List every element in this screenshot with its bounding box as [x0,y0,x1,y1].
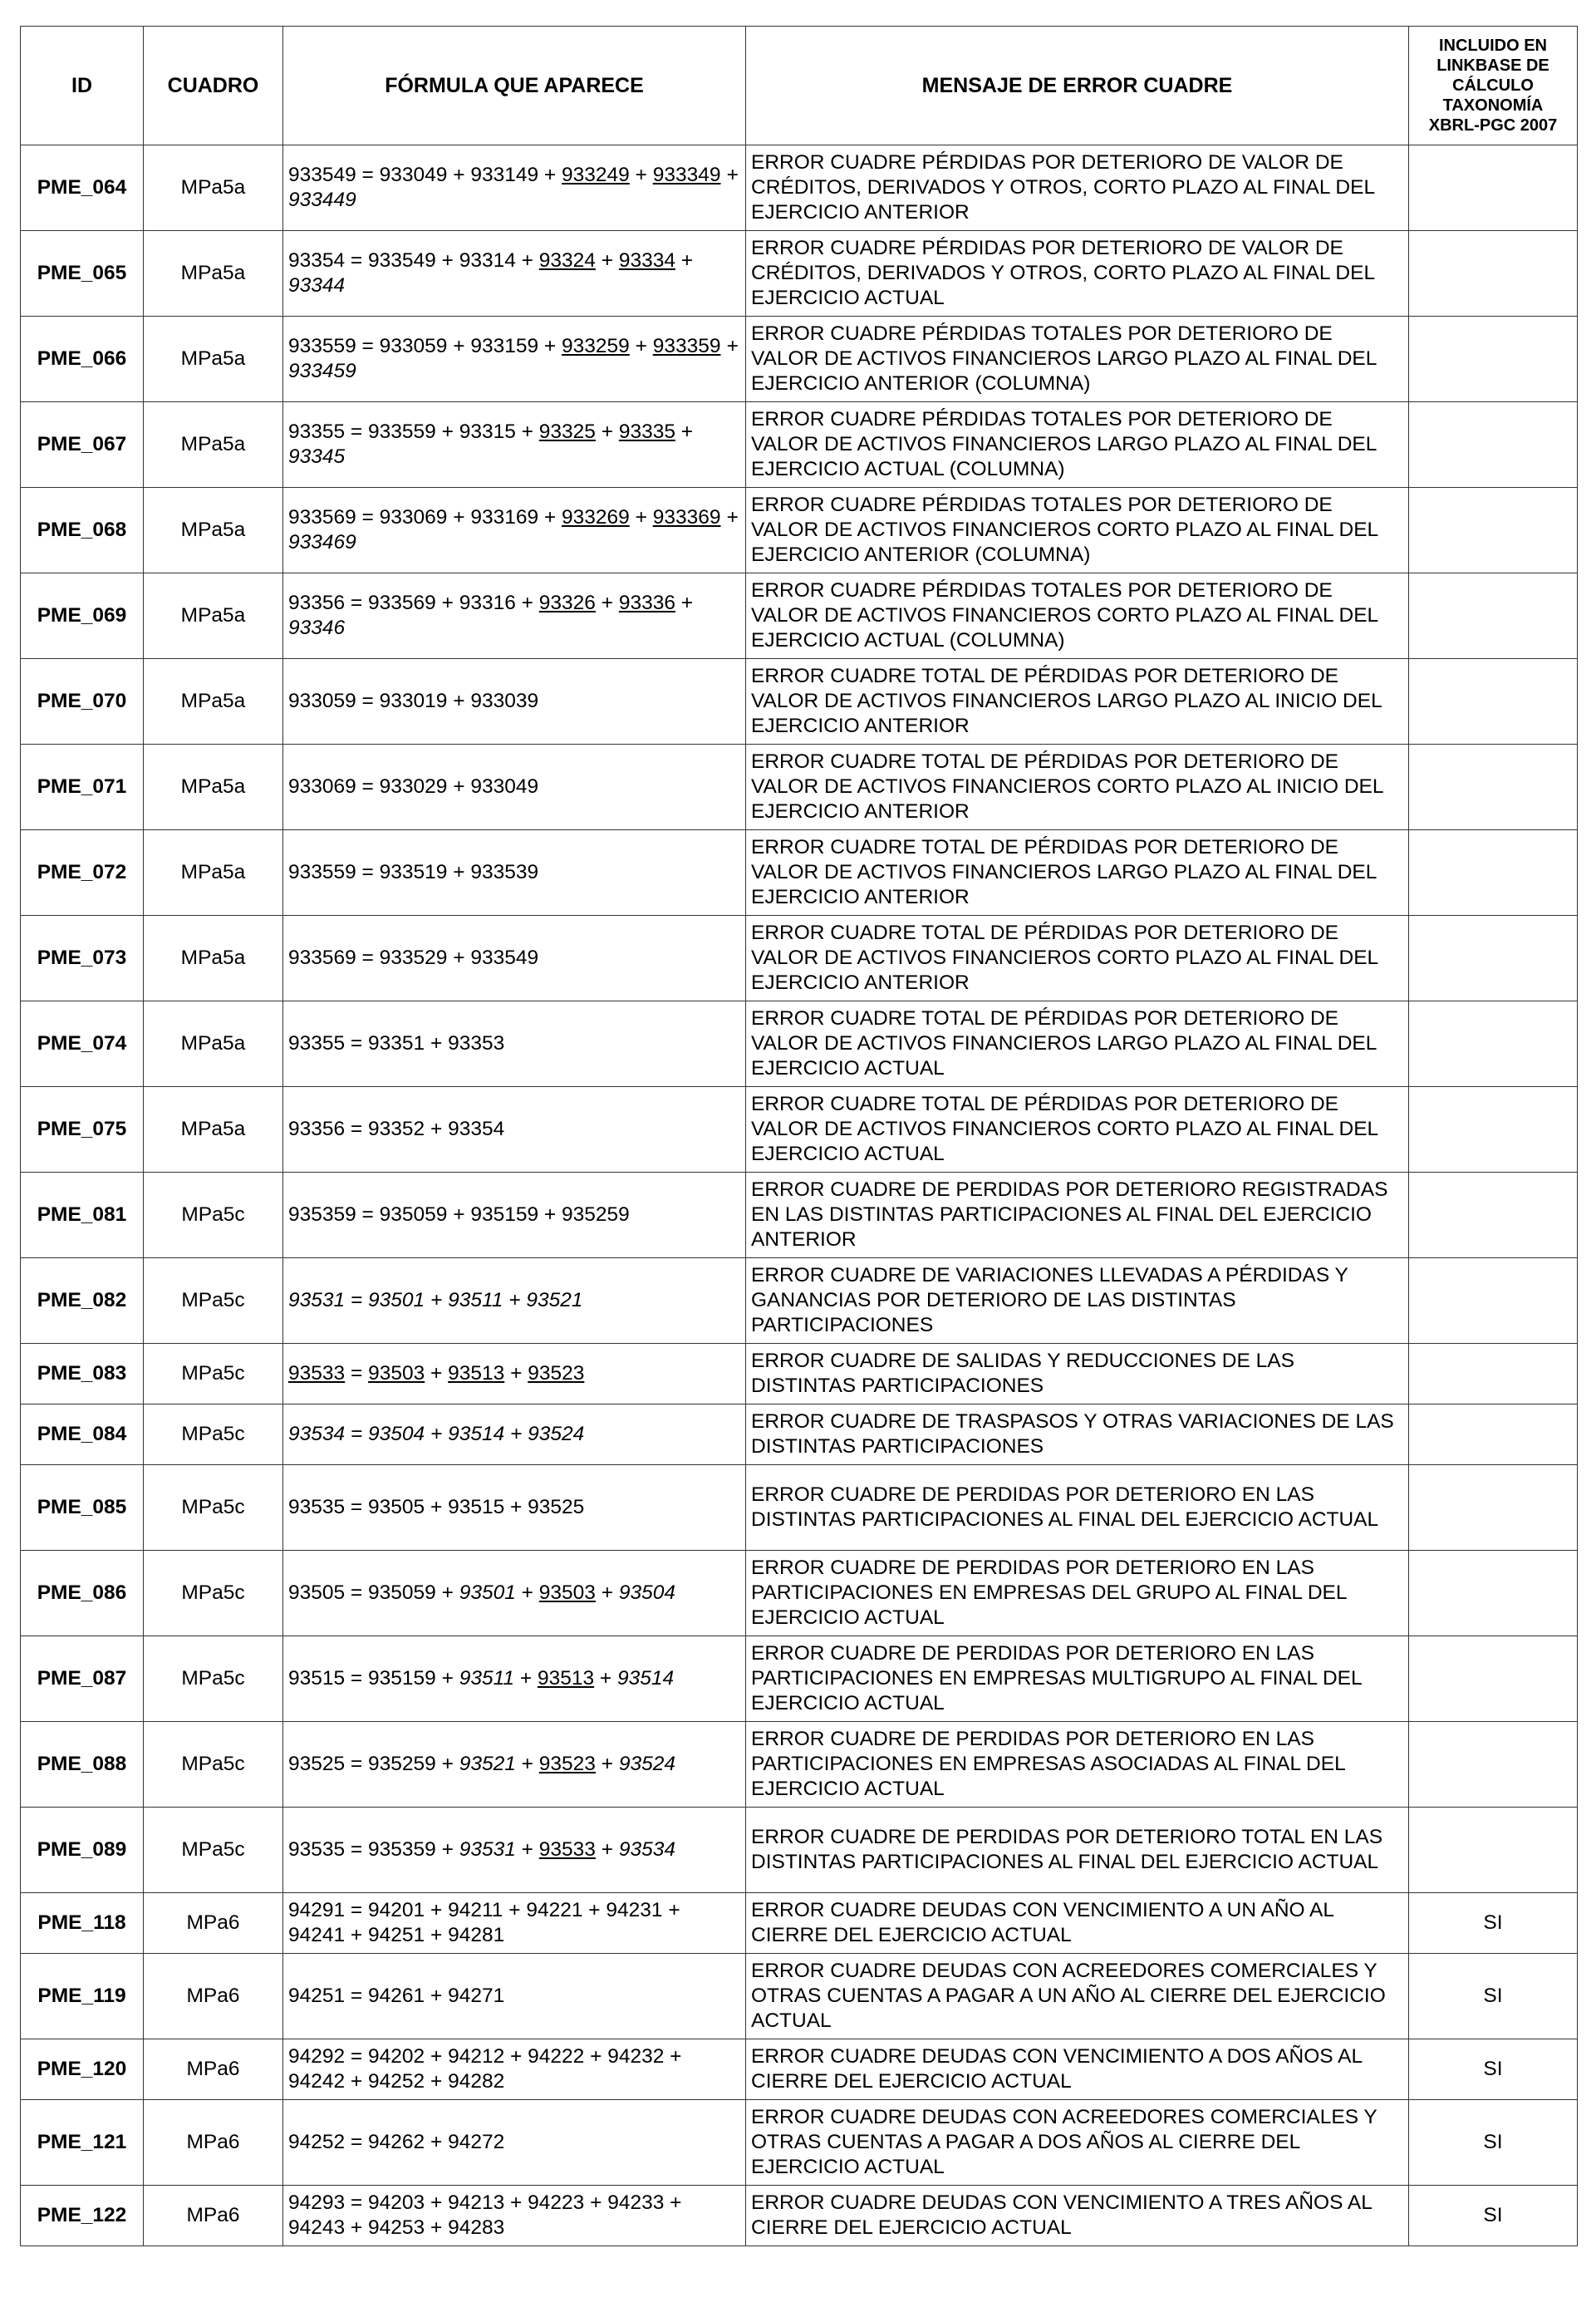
row-id: PME_068 [21,488,144,573]
row-cuadro: MPa5c [144,1722,283,1808]
row-cuadro: MPa6 [144,1893,283,1954]
row-incluido [1409,231,1578,317]
row-id: PME_081 [21,1173,144,1258]
row-cuadro: MPa5c [144,1808,283,1893]
row-mensaje: ERROR CUADRE TOTAL DE PÉRDIDAS POR DETERIORO DE VALOR DE ACTIVOS FINANCIEROS LARGO PLAZO AL FINAL DEL EJERCICIO ACTUAL [746,1001,1409,1087]
row-cuadro: MPa5c [144,1465,283,1551]
formula-segment: 933349 [652,164,721,186]
formula-segment: 933559 = 933059 + 933159 + [288,335,562,357]
table-row [21,402,1578,488]
formula-segment: 933549 = 933049 + 933149 + [288,164,562,186]
table-row [21,1001,1578,1087]
formula-segment: + [425,1362,449,1385]
row-mensaje: ERROR CUADRE DEUDAS CON VENCIMIENTO A TRES AÑOS AL CIERRE DEL EJERCICIO ACTUAL [746,2186,1409,2246]
header-cuadro: CUADRO [144,27,283,145]
table-row [21,488,1578,573]
row-id: PME_084 [21,1404,144,1465]
row-id: PME_065 [21,231,144,317]
row-formula [283,1344,746,1404]
formula-segment: 93355 = 933559 + 93315 + [288,421,539,443]
row-id: PME_073 [21,916,144,1001]
table-header [21,27,1578,145]
row-incluido [1409,1344,1578,1404]
row-formula [283,231,746,317]
row-mensaje: ERROR CUADRE DE PERDIDAS POR DETERIORO EN LAS PARTICIPACIONES EN EMPRESAS ASOCIADAS AL FINAL DEL EJERCICIO ACTUAL [746,1722,1409,1808]
table-row [21,1551,1578,1636]
formula-segment: + 933449 [288,164,739,211]
row-formula [283,1722,746,1808]
formula-segment: 93534 [618,1838,675,1861]
table-row [21,1344,1578,1404]
row-formula [283,1001,746,1087]
row-incluido [1409,1173,1578,1258]
row-formula [283,1636,746,1722]
formula-segment: 93531 = 93501 + 93511 + 93521 [288,1289,583,1311]
row-incluido [1409,745,1578,830]
table-row [21,659,1578,745]
row-cuadro: MPa5c [144,1636,283,1722]
row-cuadro: MPa5a [144,488,283,573]
row-id: PME_085 [21,1465,144,1551]
formula-segment: 933259 [562,335,630,357]
row-id: PME_122 [21,2186,144,2246]
validation-rules-table [20,26,1578,2246]
row-formula [283,145,746,231]
row-cuadro: MPa6 [144,1954,283,2039]
formula-segment: 93534 = 93504 + 93514 + 93524 [288,1423,585,1445]
table-row [21,2186,1578,2246]
formula-segment: 93523 [538,1753,596,1775]
formula-segment: + [595,421,619,443]
row-incluido [1409,402,1578,488]
formula-segment: 93511 [459,1667,515,1690]
row-id: PME_066 [21,317,144,402]
row-id: PME_074 [21,1001,144,1087]
row-id: PME_119 [21,1954,144,2039]
formula-segment: 93521 [459,1753,516,1775]
formula-segment: 93535 = 935359 + [288,1838,459,1861]
row-cuadro: MPa5a [144,231,283,317]
formula-segment: 933069 = 933029 + 933049 [288,775,539,798]
formula-segment: + [595,1581,619,1604]
row-incluido [1409,317,1578,402]
row-incluido [1409,1258,1578,1344]
formula-segment: + [515,1581,539,1604]
row-formula [283,2039,746,2100]
formula-segment: + [594,1667,618,1690]
table-row [21,573,1578,659]
row-id: PME_121 [21,2100,144,2186]
formula-segment: 93501 [459,1581,516,1604]
table-row [21,1808,1578,1893]
row-id: PME_083 [21,1344,144,1404]
formula-segment: = [345,1362,369,1385]
row-mensaje: ERROR CUADRE DE PERDIDAS POR DETERIORO EN LAS PARTICIPACIONES EN EMPRESAS DEL GRUPO AL FINAL DEL EJERCICIO ACTUAL [746,1551,1409,1636]
formula-segment: 933359 [652,335,721,357]
table-row [21,2100,1578,2186]
table-row [21,1893,1578,1954]
row-cuadro: MPa5c [144,1173,283,1258]
formula-segment: 933249 [562,164,630,186]
formula-segment: 93324 [538,249,596,272]
row-id: PME_064 [21,145,144,231]
table-row [21,1258,1578,1344]
table-row [21,1404,1578,1465]
row-cuadro: MPa5a [144,1001,283,1087]
row-formula [283,1808,746,1893]
formula-segment: + [595,1753,619,1775]
row-cuadro: MPa5a [144,402,283,488]
row-incluido: SI [1409,1954,1578,2039]
row-incluido: SI [1409,2039,1578,2100]
header-incluido-label: INCLUIDO EN LINKBASE DE CÁLCULO TAXONOMÍA XBRL-PGC 2007 [1428,37,1558,135]
row-cuadro: MPa5a [144,145,283,231]
formula-segment: 93354 = 933549 + 93314 + [288,249,539,272]
formula-segment: 93335 [618,421,675,443]
formula-segment: 94251 = 94261 + 94271 [288,1985,505,2007]
row-formula [283,659,746,745]
row-mensaje: ERROR CUADRE DEUDAS CON VENCIMIENTO A DOS AÑOS AL CIERRE DEL EJERCICIO ACTUAL [746,2039,1409,2100]
row-id: PME_118 [21,1893,144,1954]
row-cuadro: MPa5c [144,1551,283,1636]
formula-segment: 93503 [368,1362,425,1385]
formula-segment: + 933469 [288,506,739,553]
formula-segment: 93355 = 93351 + 93353 [288,1032,505,1055]
formula-segment: + [595,592,619,614]
formula-segment: 93356 = 933569 + 93316 + [288,592,539,614]
table-row [21,1722,1578,1808]
row-formula [283,317,746,402]
row-formula [283,745,746,830]
formula-segment: + [675,592,694,614]
row-cuadro: MPa5c [144,1344,283,1404]
table-row [21,830,1578,916]
formula-segment: + [504,1362,528,1385]
table-row [21,231,1578,317]
formula-segment: + 933459 [288,335,739,382]
header-formula: FÓRMULA QUE APARECE [283,27,746,145]
formula-segment: 93334 [618,249,675,272]
formula-segment: + [629,164,653,186]
formula-segment: + [675,421,694,443]
formula-segment: + [629,506,653,529]
formula-segment: 933059 = 933019 + 933039 [288,690,539,712]
row-formula [283,1954,746,2039]
formula-segment: + [675,249,694,272]
row-mensaje: ERROR CUADRE DE PERDIDAS POR DETERIORO REGISTRADAS EN LAS DISTINTAS PARTICIPACIONES AL FINAL DEL EJERCICIO ANTERIOR [746,1173,1409,1258]
row-formula [283,1173,746,1258]
row-mensaje: ERROR CUADRE PÉRDIDAS TOTALES POR DETERIORO DE VALOR DE ACTIVOS FINANCIEROS LARGO PLAZO AL FINAL DEL EJERCICIO ANTERIOR (COLUMNA) [746,317,1409,402]
row-cuadro: MPa6 [144,2100,283,2186]
row-formula [283,1893,746,1954]
row-cuadro: MPa6 [144,2186,283,2246]
row-mensaje: ERROR CUADRE DEUDAS CON ACREEDORES COMERCIALES Y OTRAS CUENTAS A PAGAR A DOS AÑOS AL CIERRE DEL EJERCICIO ACTUAL [746,2100,1409,2186]
row-cuadro: MPa5a [144,317,283,402]
row-formula [283,1258,746,1344]
row-incluido [1409,145,1578,231]
header-row [21,27,1578,145]
row-incluido: SI [1409,1893,1578,1954]
row-cuadro: MPa5a [144,745,283,830]
row-id: PME_120 [21,2039,144,2100]
formula-segment: 93531 [459,1838,516,1861]
row-mensaje: ERROR CUADRE TOTAL DE PÉRDIDAS POR DETERIORO DE VALOR DE ACTIVOS FINANCIEROS CORTO PLAZO AL FINAL DEL EJERCICIO ACTUAL [746,1087,1409,1173]
formula-segment: + [595,1838,619,1861]
row-cuadro: MPa5a [144,573,283,659]
row-mensaje: ERROR CUADRE PÉRDIDAS POR DETERIORO DE VALOR DE CRÉDITOS, DERIVADOS Y OTROS, CORTO PLAZO AL FINAL DEL EJERCICIO ACTUAL [746,231,1409,317]
formula-segment: 94291 = 94201 + 94211 + 94221 + 94231 + 94241 + 94251 + 94281 [288,1899,680,1946]
header-incluido [1409,27,1578,145]
row-id: PME_067 [21,402,144,488]
formula-segment: 93326 [538,592,596,614]
row-formula [283,573,746,659]
formula-segment: 94292 = 94202 + 94212 + 94222 + 94232 + 94242 + 94252 + 94282 [288,2045,682,2093]
formula-segment: 93503 [538,1581,596,1604]
row-id: PME_087 [21,1636,144,1722]
row-mensaje: ERROR CUADRE TOTAL DE PÉRDIDAS POR DETERIORO DE VALOR DE ACTIVOS FINANCIEROS LARGO PLAZO AL FINAL DEL EJERCICIO ANTERIOR [746,830,1409,916]
formula-segment: 93514 [617,1667,675,1690]
row-formula [283,1551,746,1636]
row-id: PME_086 [21,1551,144,1636]
row-incluido [1409,1551,1578,1636]
row-incluido [1409,1722,1578,1808]
formula-segment: 93513 [448,1362,505,1385]
row-id: PME_075 [21,1087,144,1173]
row-id: PME_072 [21,830,144,916]
row-cuadro: MPa5a [144,659,283,745]
row-incluido [1409,1404,1578,1465]
formula-segment: 93505 = 935059 + [288,1581,459,1604]
table-row [21,1087,1578,1173]
row-formula [283,916,746,1001]
row-mensaje: ERROR CUADRE PÉRDIDAS TOTALES POR DETERIORO DE VALOR DE ACTIVOS FINANCIEROS CORTO PLAZO AL FINAL DEL EJERCICIO ACTUAL (COLUMNA) [746,573,1409,659]
row-mensaje: ERROR CUADRE PÉRDIDAS TOTALES POR DETERIORO DE VALOR DE ACTIVOS FINANCIEROS LARGO PLAZO AL FINAL DEL EJERCICIO ACTUAL (COLUMNA) [746,402,1409,488]
row-cuadro: MPa5a [144,830,283,916]
row-cuadro: MPa5c [144,1404,283,1465]
formula-segment: + [629,335,653,357]
row-mensaje: ERROR CUADRE DE PERDIDAS POR DETERIORO EN LAS DISTINTAS PARTICIPACIONES AL FINAL DEL EJERCICIO ACTUAL [746,1465,1409,1551]
row-incluido [1409,573,1578,659]
formula-segment: 93525 = 935259 + [288,1753,459,1775]
row-mensaje: ERROR CUADRE DEUDAS CON ACREEDORES COMERCIALES Y OTRAS CUENTAS A PAGAR A UN AÑO AL CIERRE DEL EJERCICIO ACTUAL [746,1954,1409,2039]
formula-segment: 93523 [528,1362,585,1385]
row-id: PME_071 [21,745,144,830]
table-body [21,145,1578,2246]
table-row [21,317,1578,402]
row-mensaje: ERROR CUADRE DE VARIACIONES LLEVADAS A PÉRDIDAS Y GANANCIAS POR DETERIORO DE LAS DISTINTAS PARTICIPACIONES [746,1258,1409,1344]
formula-segment: 93346 [288,617,346,639]
formula-segment: 933559 = 933519 + 933539 [288,861,539,883]
row-mensaje: ERROR CUADRE DE SALIDAS Y REDUCCIONES DE LAS DISTINTAS PARTICIPACIONES [746,1344,1409,1404]
formula-segment: 93504 [618,1581,675,1604]
table-row [21,1954,1578,2039]
formula-segment: + [595,249,619,272]
row-formula [283,1465,746,1551]
row-formula [283,1087,746,1173]
formula-segment: 93336 [618,592,675,614]
row-id: PME_089 [21,1808,144,1893]
formula-segment: 93356 = 93352 + 93354 [288,1118,505,1140]
row-id: PME_070 [21,659,144,745]
row-id: PME_069 [21,573,144,659]
formula-segment: 94293 = 94203 + 94213 + 94223 + 94233 + 94243 + 94253 + 94283 [288,2191,682,2239]
formula-segment: 935359 = 935059 + 935159 + 935259 [288,1203,630,1226]
formula-segment: 93513 [537,1667,595,1690]
formula-segment: 933269 [562,506,630,529]
row-mensaje: ERROR CUADRE TOTAL DE PÉRDIDAS POR DETERIORO DE VALOR DE ACTIVOS FINANCIEROS LARGO PLAZO AL INICIO DEL EJERCICIO ANTERIOR [746,659,1409,745]
row-mensaje: ERROR CUADRE PÉRDIDAS POR DETERIORO DE VALOR DE CRÉDITOS, DERIVADOS Y OTROS, CORTO PLAZO AL FINAL DEL EJERCICIO ANTERIOR [746,145,1409,231]
formula-segment: 93344 [288,274,346,297]
formula-segment: 93524 [618,1753,675,1775]
row-incluido [1409,1465,1578,1551]
row-cuadro: MPa5a [144,1087,283,1173]
formula-segment: 93533 [538,1838,596,1861]
row-mensaje: ERROR CUADRE DE PERDIDAS POR DETERIORO TOTAL EN LAS DISTINTAS PARTICIPACIONES AL FINAL DEL EJERCICIO ACTUAL [746,1808,1409,1893]
formula-segment: 93325 [538,421,596,443]
row-cuadro: MPa5c [144,1258,283,1344]
formula-segment: 933569 = 933069 + 933169 + [288,506,562,529]
formula-segment: 93535 = 93505 + 93515 + 93525 [288,1496,585,1518]
formula-segment: 94252 = 94262 + 94272 [288,2131,505,2153]
row-mensaje: ERROR CUADRE TOTAL DE PÉRDIDAS POR DETERIORO DE VALOR DE ACTIVOS FINANCIEROS CORTO PLAZO AL INICIO DEL EJERCICIO ANTERIOR [746,745,1409,830]
row-mensaje: ERROR CUADRE DE PERDIDAS POR DETERIORO EN LAS PARTICIPACIONES EN EMPRESAS MULTIGRUPO AL FINAL DEL EJERCICIO ACTUAL [746,1636,1409,1722]
row-cuadro: MPa5a [144,916,283,1001]
table-row [21,1636,1578,1722]
table-row [21,916,1578,1001]
row-incluido [1409,1087,1578,1173]
row-formula [283,488,746,573]
formula-segment: + [515,1753,539,1775]
row-incluido [1409,1001,1578,1087]
row-incluido [1409,1808,1578,1893]
header-mensaje: MENSAJE DE ERROR CUADRE [746,27,1409,145]
formula-segment: + [515,1838,539,1861]
row-formula [283,402,746,488]
formula-segment: 93533 [288,1362,346,1385]
row-formula [283,2186,746,2246]
row-id: PME_088 [21,1722,144,1808]
table-row [21,1173,1578,1258]
formula-segment: 933369 [652,506,721,529]
formula-segment: + [514,1667,538,1690]
table-row [21,745,1578,830]
row-mensaje: ERROR CUADRE PÉRDIDAS TOTALES POR DETERIORO DE VALOR DE ACTIVOS FINANCIEROS CORTO PLAZO AL FINAL DEL EJERCICIO ANTERIOR (COLUMNA) [746,488,1409,573]
header-id: ID [21,27,144,145]
row-incluido [1409,488,1578,573]
formula-segment: 93345 [288,445,346,468]
row-formula [283,2100,746,2186]
formula-segment: 933569 = 933529 + 933549 [288,947,539,969]
row-mensaje: ERROR CUADRE DE TRASPASOS Y OTRAS VARIACIONES DE LAS DISTINTAS PARTICIPACIONES [746,1404,1409,1465]
row-mensaje: ERROR CUADRE TOTAL DE PÉRDIDAS POR DETERIORO DE VALOR DE ACTIVOS FINANCIEROS CORTO PLAZO AL FINAL DEL EJERCICIO ANTERIOR [746,916,1409,1001]
row-id: PME_082 [21,1258,144,1344]
row-mensaje: ERROR CUADRE DEUDAS CON VENCIMIENTO A UN AÑO AL CIERRE DEL EJERCICIO ACTUAL [746,1893,1409,1954]
row-incluido: SI [1409,2100,1578,2186]
table-row [21,1465,1578,1551]
table-row [21,2039,1578,2100]
table-row [21,145,1578,231]
formula-segment: 93515 = 935159 + [288,1667,459,1690]
row-formula [283,1404,746,1465]
row-incluido [1409,1636,1578,1722]
row-incluido [1409,659,1578,745]
row-incluido [1409,916,1578,1001]
row-formula [283,830,746,916]
row-incluido [1409,830,1578,916]
row-incluido: SI [1409,2186,1578,2246]
row-cuadro: MPa6 [144,2039,283,2100]
